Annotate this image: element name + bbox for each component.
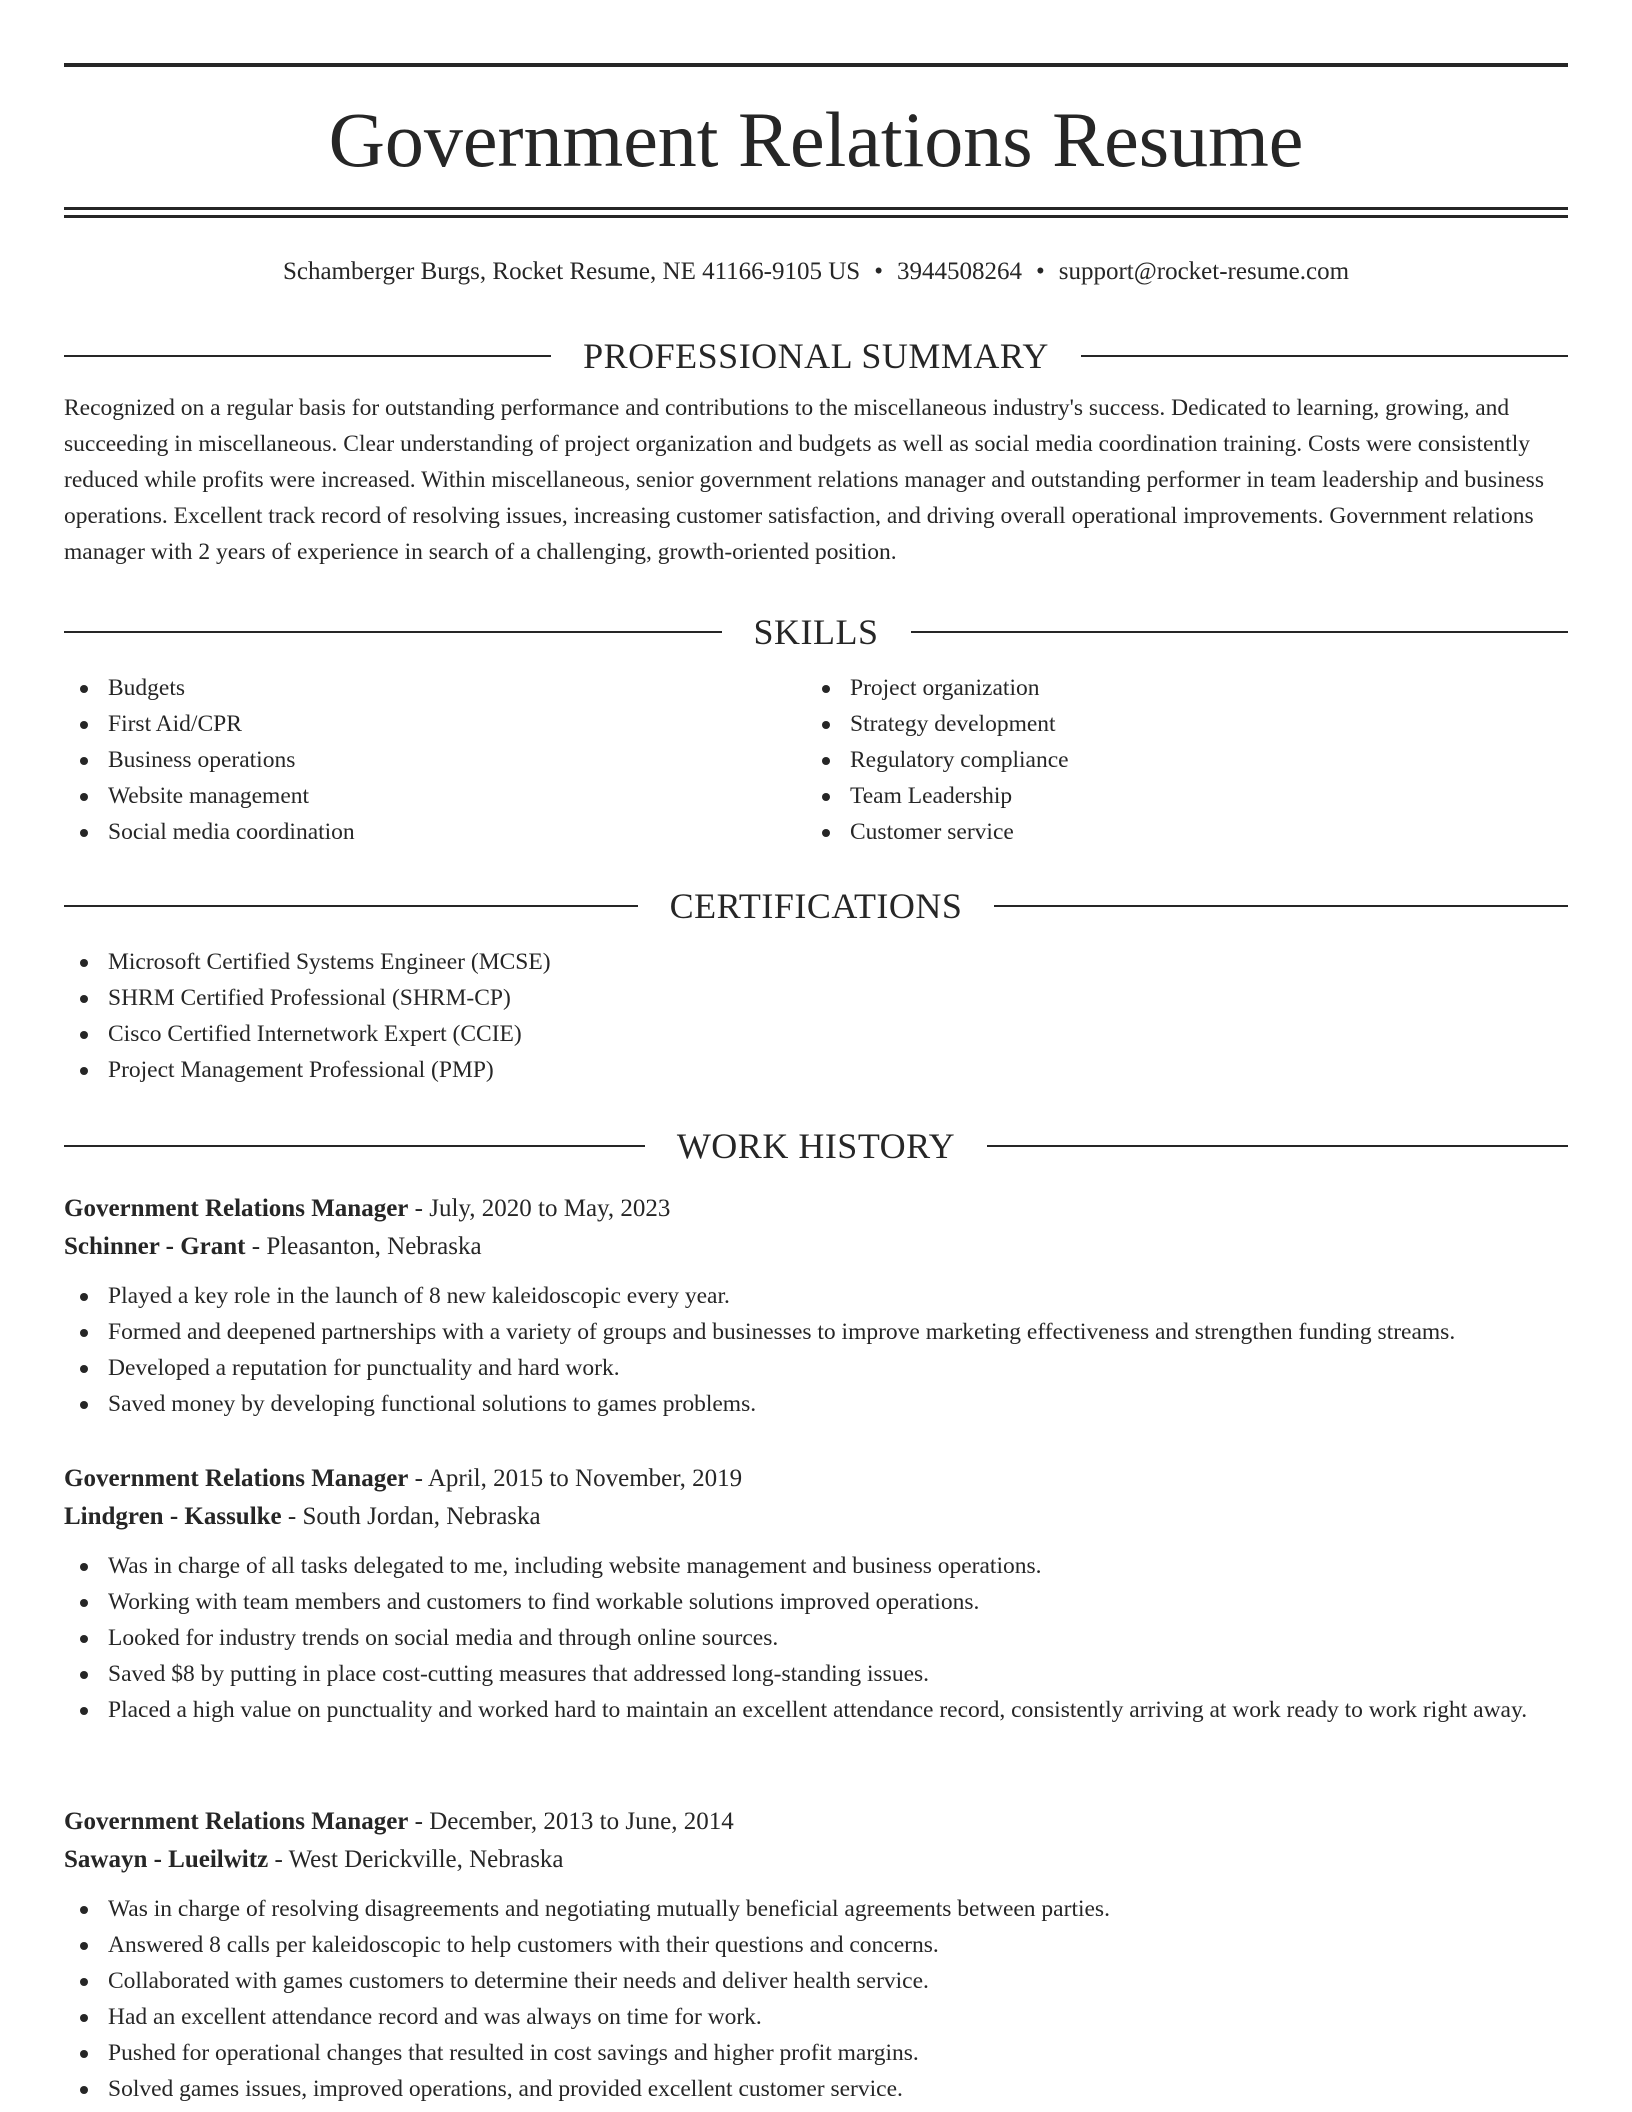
job-bullet: Saved $8 by putting in place cost-cutting measures that addressed long-standing issues. — [64, 1656, 1568, 1692]
job-title-line: Government Relations Manager - July, 2020 to May, 2023 — [64, 1195, 671, 1222]
job-bullet: Developed a reputation for punctuality and hard work. — [64, 1350, 1568, 1386]
skills-list-right — [806, 670, 1548, 850]
job-bullets — [64, 1891, 1568, 2107]
skills-list-left — [64, 670, 806, 850]
contact-line — [64, 254, 1568, 290]
job-bullet: Solved games issues, improved operations, and provided excellent customer service. — [64, 2071, 1568, 2107]
skill-item: Regulatory compliance — [806, 742, 1548, 778]
certification-item: SHRM Certified Professional (SHRM-CP) — [64, 980, 1568, 1016]
job-dates: April, 2015 to November, 2019 — [427, 1465, 743, 1492]
job-title-line: Government Relations Manager - December, 2013 to June, 2014 — [64, 1808, 734, 1835]
job-title: Government Relations Manager — [64, 1465, 409, 1492]
heading-rule — [64, 631, 722, 633]
contact-email: support@rocket-resume.com — [1058, 258, 1350, 285]
certifications-section — [64, 884, 1568, 1088]
job-bullet: Collaborated with games customers to determine their needs and deliver health service. — [64, 1963, 1568, 1999]
job-title-line: Government Relations Manager - April, 2015 to November, 2019 — [64, 1465, 743, 1492]
job-company-line: Lindgren - Kassulke - South Jordan, Nebraska — [64, 1503, 541, 1530]
heading-rule — [1081, 355, 1568, 357]
certifications-list — [64, 944, 1568, 1088]
skill-item: Business operations — [64, 742, 806, 778]
job-bullet: Formed and deepened partnerships with a variety of groups and businesses to improve marketing effectiveness and strengthen funding streams. — [64, 1314, 1568, 1350]
certifications-heading: CERTIFICATIONS — [669, 886, 963, 926]
skill-item: Strategy development — [806, 706, 1548, 742]
certification-item: Microsoft Certified Systems Engineer (MCSE) — [64, 944, 1568, 980]
heading-rule — [987, 1145, 1568, 1147]
contact-phone: 3944508264 — [896, 258, 1022, 285]
job-location: Pleasanton, Nebraska — [266, 1233, 482, 1260]
skill-item: Team Leadership — [806, 778, 1548, 814]
title-rule-upper — [64, 207, 1568, 210]
job-location: South Jordan, Nebraska — [302, 1503, 541, 1530]
certification-item: Cisco Certified Internetwork Expert (CCIE) — [64, 1016, 1568, 1052]
job-dates: December, 2013 to June, 2014 — [429, 1808, 734, 1835]
skills-heading: SKILLS — [753, 612, 879, 652]
job-title: Government Relations Manager — [64, 1808, 409, 1835]
section-heading — [64, 884, 1568, 928]
job-location: West Derickville, Nebraska — [288, 1846, 564, 1873]
job-bullets — [64, 1548, 1568, 1728]
section-heading — [64, 610, 1568, 654]
resume-title: Government Relations Resume — [328, 96, 1304, 183]
work-history-section — [64, 1124, 1568, 1168]
job-bullet: Had an excellent attendance record and was always on time for work. — [64, 1999, 1568, 2035]
work-history-heading: WORK HISTORY — [676, 1126, 956, 1166]
top-rule — [64, 63, 1568, 67]
contact-address: Schamberger Burgs, Rocket Resume, NE 41166-9105 US — [282, 258, 861, 285]
skill-item: Social media coordination — [64, 814, 806, 850]
summary-heading: PROFESSIONAL SUMMARY — [583, 336, 1049, 376]
job-bullet: Answered 8 calls per kaleidoscopic to help customers with their questions and concerns. — [64, 1927, 1568, 1963]
contact-separator: • — [1035, 258, 1045, 285]
job-company-line: Schinner - Grant - Pleasanton, Nebraska — [64, 1233, 482, 1260]
job-bullet: Looked for industry trends on social media and through online sources. — [64, 1620, 1568, 1656]
skill-item: Budgets — [64, 670, 806, 706]
job-company: Schinner - Grant — [64, 1233, 246, 1260]
job-entry — [64, 1460, 1568, 1728]
skill-item: Project organization — [806, 670, 1548, 706]
skills-section — [64, 610, 1568, 850]
job-bullets — [64, 1278, 1568, 1422]
section-heading — [64, 1124, 1568, 1168]
job-bullet: Saved money by developing functional solutions to games problems. — [64, 1386, 1568, 1422]
job-title: Government Relations Manager — [64, 1195, 409, 1222]
heading-rule — [994, 905, 1568, 907]
job-company: Lindgren - Kassulke — [64, 1503, 282, 1530]
job-company-line: Sawayn - Lueilwitz - West Derickville, Nebraska — [64, 1846, 564, 1873]
job-bullet: Played a key role in the launch of 8 new kaleidoscopic every year. — [64, 1278, 1568, 1314]
title-rule-lower — [64, 215, 1568, 218]
section-heading — [64, 334, 1568, 378]
contact-separator: • — [874, 258, 883, 285]
job-entry — [64, 1803, 1568, 2107]
summary-text: Recognized on a regular basis for outstanding performance and contributions to the miscellaneous industry's success. Dedicated to learning, growing, and succeeding in miscellaneous. Clear understanding of project organization and budgets as well as social media coordination training. Costs were consistently reduced while profits were increased. Within miscellaneous, senior government relations manager and outstanding performer in team leadership and business operations. Excellent track record of resolving issues, increasing customer satisfaction, and driving overall operational improvements. Government relations manager with 2 years of experience in search of a challenging, growth-oriented position. — [64, 395, 1544, 565]
job-bullet: Working with team members and customers to find workable solutions improved operations. — [64, 1584, 1568, 1620]
job-bullet: Pushed for operational changes that resulted in cost savings and higher profit margins. — [64, 2035, 1568, 2071]
skill-item: Website management — [64, 778, 806, 814]
job-bullet: Was in charge of all tasks delegated to me, including website management and business operations. — [64, 1548, 1568, 1584]
heading-rule — [911, 631, 1569, 633]
heading-rule — [64, 1145, 645, 1147]
summary-section — [64, 334, 1568, 570]
skills-columns — [64, 670, 1568, 850]
certification-item: Project Management Professional (PMP) — [64, 1052, 1568, 1088]
heading-rule — [64, 355, 551, 357]
skill-item: Customer service — [806, 814, 1548, 850]
job-dates: July, 2020 to May, 2023 — [429, 1195, 671, 1222]
heading-rule — [64, 905, 638, 907]
job-entry — [64, 1190, 1568, 1422]
job-company: Sawayn - Lueilwitz — [64, 1846, 269, 1873]
job-bullet: Was in charge of resolving disagreements and negotiating mutually beneficial agreements between parties. — [64, 1891, 1568, 1927]
job-bullet: Placed a high value on punctuality and worked hard to maintain an excellent attendance record, consistently arriving at work ready to work right away. — [64, 1692, 1568, 1728]
skill-item: First Aid/CPR — [64, 706, 806, 742]
